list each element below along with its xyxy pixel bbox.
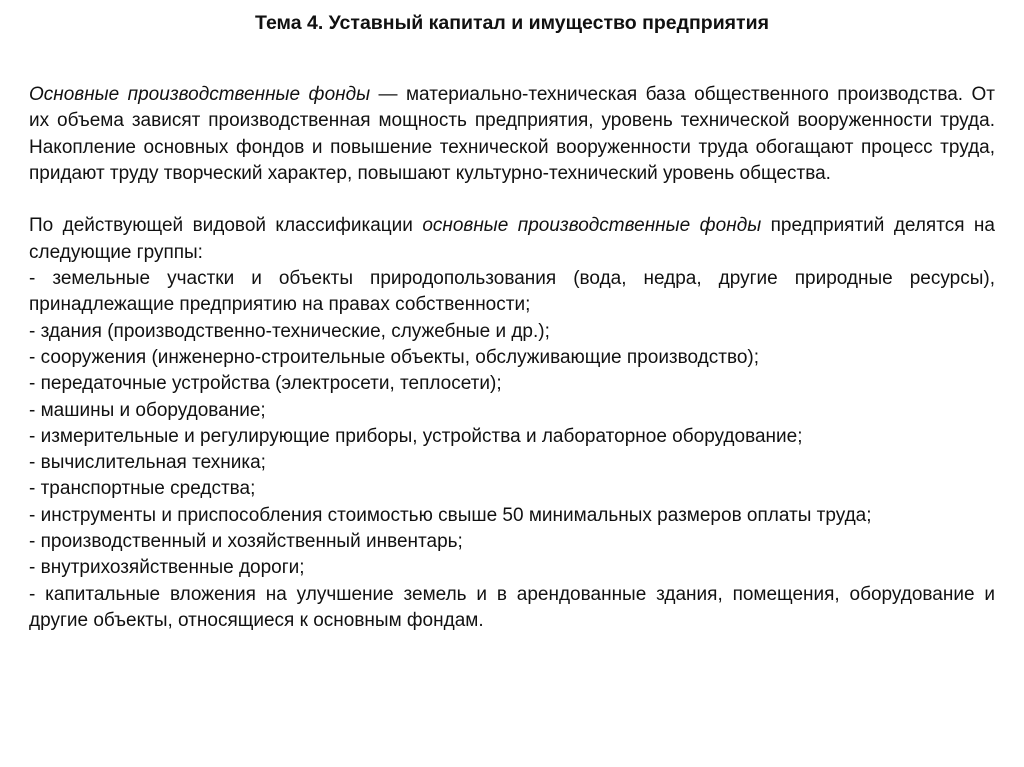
classification-paragraph (29, 213, 995, 266)
list-item: - здания (производственно-технические, служебные и др.); (29, 320, 550, 342)
list-item: - транспортные средства; (29, 478, 256, 500)
list-item: - производственный и хозяйственный инвентарь; (29, 531, 463, 553)
classification-term: основные производственные фонды (422, 215, 762, 237)
definition-paragraph (29, 82, 995, 187)
list-item: - машины и оборудование; (29, 399, 266, 421)
list-item: - капитальные вложения на улучшение земель и в арендованные здания, помещения, оборудование и другие объекты, относящиеся к основным фондам. (29, 583, 995, 631)
list-item: - измерительные и регулирующие приборы, устройства и лабораторное оборудование; (29, 425, 803, 447)
list-item: - вычислительная техника; (29, 452, 266, 474)
list-item: - передаточные устройства (электросети, теплосети); (29, 373, 502, 395)
slide-body (29, 82, 995, 634)
list-item: - земельные участки и объекты природопользования (вода, недра, другие природные ресурсы), принадлежащие предприятию на правах собственности; (29, 268, 995, 316)
list-item: - инструменты и приспособления стоимостью свыше 50 минимальных размеров оплаты труда; (29, 504, 872, 526)
definition-term: Основные производственные фонды (29, 84, 371, 105)
definition-text: — материально-техническая база общественного производства. От их объема зависят производственная мощность предприятия, уровень технической вооруженности труда. Накопление основных фондов и повышение технической вооруженности труда обогащают процесс труда, придают труду творческий характер, повышают культурно-технический уровень общества. (29, 84, 995, 184)
list-item: - сооружения (инженерно-строительные объекты, обслуживающие производство); (29, 346, 760, 368)
list-item: - внутрихозяйственные дороги; (29, 557, 305, 579)
classification-rest: предприятий делятся на следующие группы: (29, 215, 995, 263)
slide-title: Тема 4. Уставный капитал и имущество предприятия (255, 12, 769, 34)
classification-intro: По действующей видовой классификации (29, 215, 423, 237)
asset-groups-list (29, 266, 995, 634)
